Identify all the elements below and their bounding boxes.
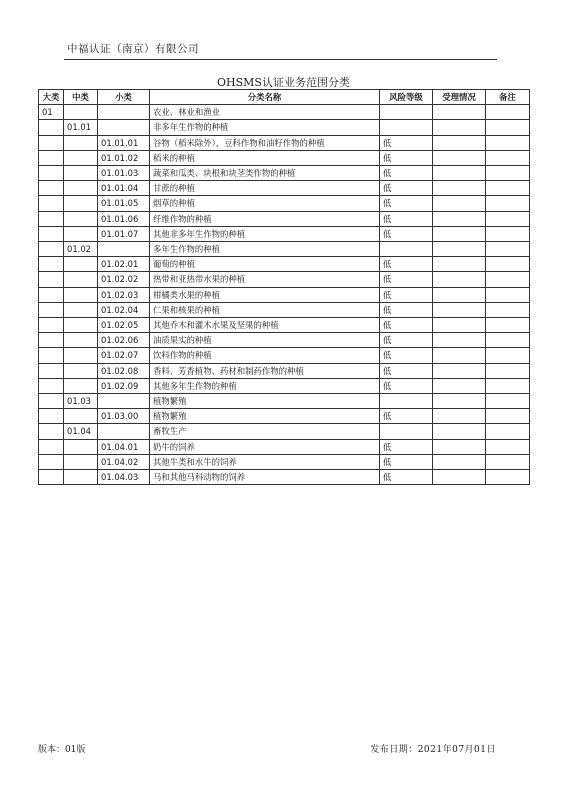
- table-row: [39, 394, 530, 409]
- cell-major: [39, 363, 64, 378]
- cell-acceptance: [433, 409, 486, 424]
- cell-middle: 01.01: [64, 120, 98, 135]
- cell-remarks: [486, 105, 530, 120]
- table-row: [39, 454, 530, 469]
- cell-minor: 01.01.04: [98, 181, 150, 196]
- cell-risk: 低: [380, 135, 433, 150]
- cell-remarks: [486, 394, 530, 409]
- cell-name: 多年生作物的种植: [150, 242, 380, 257]
- cell-middle: [64, 196, 98, 211]
- cell-acceptance: [433, 226, 486, 241]
- cell-name: 甘蔗的种植: [150, 181, 380, 196]
- cell-acceptance: [433, 166, 486, 181]
- table-row: [39, 105, 530, 120]
- cell-major: [39, 150, 64, 165]
- cell-risk: 低: [380, 333, 433, 348]
- cell-name: 植物繁殖: [150, 409, 380, 424]
- table-row: [39, 226, 530, 241]
- cell-minor: 01.02.08: [98, 363, 150, 378]
- header-divider: [64, 59, 497, 60]
- cell-minor: 01.02.03: [98, 287, 150, 302]
- table-row: [39, 439, 530, 454]
- footer-version: 版本：01版: [38, 745, 86, 755]
- column-header-middle: 中类: [64, 90, 98, 105]
- cell-middle: [64, 181, 98, 196]
- cell-minor: 01.02.09: [98, 378, 150, 393]
- cell-acceptance: [433, 196, 486, 211]
- cell-name: 油质果实的种植: [150, 333, 380, 348]
- cell-minor: 01.01.07: [98, 226, 150, 241]
- cell-acceptance: [433, 257, 486, 272]
- cell-risk: 低: [380, 470, 433, 485]
- cell-middle: [64, 135, 98, 150]
- cell-major: [39, 272, 64, 287]
- cell-risk: 低: [380, 348, 433, 363]
- cell-risk: 低: [380, 196, 433, 211]
- cell-acceptance: [433, 150, 486, 165]
- cell-name: 稻米的种植: [150, 150, 380, 165]
- cell-risk: 低: [380, 378, 433, 393]
- cell-risk: [380, 242, 433, 257]
- table-row: [39, 242, 530, 257]
- cell-remarks: [486, 150, 530, 165]
- cell-minor: [98, 424, 150, 439]
- cell-major: [39, 181, 64, 196]
- table-row: [39, 135, 530, 150]
- cell-acceptance: [433, 363, 486, 378]
- cell-remarks: [486, 439, 530, 454]
- cell-acceptance: [433, 424, 486, 439]
- cell-major: [39, 378, 64, 393]
- cell-acceptance: [433, 242, 486, 257]
- cell-major: [39, 287, 64, 302]
- table-row: [39, 333, 530, 348]
- cell-risk: 低: [380, 302, 433, 317]
- cell-middle: [64, 348, 98, 363]
- table-row: [39, 302, 530, 317]
- cell-middle: [64, 105, 98, 120]
- cell-name: 奶牛的饲养: [150, 439, 380, 454]
- cell-acceptance: [433, 211, 486, 226]
- column-header-major: 大类: [39, 90, 64, 105]
- table-row: [39, 196, 530, 211]
- cell-middle: 01.03: [64, 394, 98, 409]
- table-row: [39, 120, 530, 135]
- cell-major: [39, 470, 64, 485]
- cell-minor: [98, 242, 150, 257]
- cell-minor: 01.02.01: [98, 257, 150, 272]
- cell-name: 其他非多年生作物的种植: [150, 226, 380, 241]
- cell-minor: 01.01.06: [98, 211, 150, 226]
- cell-name: 其他乔木和灌木水果及坚果的种植: [150, 318, 380, 333]
- cell-minor: [98, 105, 150, 120]
- cell-middle: [64, 150, 98, 165]
- cell-name: 马和其他马科动物的饲养: [150, 470, 380, 485]
- column-header-remarks: 备注: [486, 90, 530, 105]
- cell-middle: [64, 318, 98, 333]
- cell-minor: 01.01.01: [98, 135, 150, 150]
- cell-middle: [64, 363, 98, 378]
- cell-name: 饮料作物的种植: [150, 348, 380, 363]
- cell-middle: [64, 409, 98, 424]
- cell-risk: 低: [380, 166, 433, 181]
- cell-acceptance: [433, 394, 486, 409]
- cell-name: 香料、芳香植物、药材和制药作物的种植: [150, 363, 380, 378]
- cell-remarks: [486, 378, 530, 393]
- cell-middle: [64, 302, 98, 317]
- cell-remarks: [486, 135, 530, 150]
- cell-risk: 低: [380, 211, 433, 226]
- cell-major: [39, 302, 64, 317]
- cell-major: [39, 348, 64, 363]
- cell-remarks: [486, 409, 530, 424]
- cell-risk: 低: [380, 409, 433, 424]
- table-row: [39, 272, 530, 287]
- cell-name: 植物繁殖: [150, 394, 380, 409]
- cell-remarks: [486, 257, 530, 272]
- cell-major: [39, 166, 64, 181]
- cell-major: [39, 242, 64, 257]
- cell-minor: 01.04.02: [98, 454, 150, 469]
- cell-remarks: [486, 470, 530, 485]
- cell-acceptance: [433, 470, 486, 485]
- cell-remarks: [486, 242, 530, 257]
- table-row: [39, 211, 530, 226]
- cell-minor: 01.01.02: [98, 150, 150, 165]
- cell-remarks: [486, 211, 530, 226]
- column-header-acceptance: 受理情况: [433, 90, 486, 105]
- cell-minor: [98, 120, 150, 135]
- cell-risk: 低: [380, 454, 433, 469]
- cell-acceptance: [433, 120, 486, 135]
- cell-major: [39, 333, 64, 348]
- cell-risk: 低: [380, 287, 433, 302]
- cell-acceptance: [433, 348, 486, 363]
- cell-middle: [64, 226, 98, 241]
- cell-remarks: [486, 181, 530, 196]
- cell-remarks: [486, 318, 530, 333]
- cell-risk: 低: [380, 226, 433, 241]
- cell-remarks: [486, 348, 530, 363]
- table-row: [39, 318, 530, 333]
- cell-name: 其他多年生作物的种植: [150, 378, 380, 393]
- cell-remarks: [486, 454, 530, 469]
- cell-name: 谷物（稻米除外），豆科作物和油籽作物的种植: [150, 135, 380, 150]
- cell-remarks: [486, 166, 530, 181]
- cell-acceptance: [433, 105, 486, 120]
- cell-minor: 01.04.03: [98, 470, 150, 485]
- footer-release-date: 发布日期：2021年07月01日: [370, 745, 496, 755]
- cell-risk: 低: [380, 272, 433, 287]
- table-row: [39, 166, 530, 181]
- cell-remarks: [486, 424, 530, 439]
- cell-minor: 01.02.02: [98, 272, 150, 287]
- column-header-name: 分类名称: [150, 90, 380, 105]
- cell-remarks: [486, 287, 530, 302]
- cell-name: 烟草的种植: [150, 196, 380, 211]
- cell-name: 农业、林业和渔业: [150, 105, 380, 120]
- cell-risk: [380, 394, 433, 409]
- scope-classification-table: [38, 89, 530, 485]
- cell-risk: 低: [380, 363, 433, 378]
- cell-acceptance: [433, 302, 486, 317]
- cell-minor: [98, 394, 150, 409]
- cell-name: 葡萄的种植: [150, 257, 380, 272]
- cell-acceptance: [433, 181, 486, 196]
- cell-middle: [64, 272, 98, 287]
- cell-major: [39, 394, 64, 409]
- cell-minor: 01.02.07: [98, 348, 150, 363]
- cell-acceptance: [433, 333, 486, 348]
- table-row: [39, 287, 530, 302]
- cell-remarks: [486, 272, 530, 287]
- cell-risk: 低: [380, 181, 433, 196]
- cell-remarks: [486, 363, 530, 378]
- cell-acceptance: [433, 454, 486, 469]
- cell-acceptance: [433, 287, 486, 302]
- cell-major: [39, 454, 64, 469]
- cell-major: [39, 120, 64, 135]
- cell-major: [39, 211, 64, 226]
- table-row: [39, 470, 530, 485]
- cell-risk: [380, 424, 433, 439]
- cell-minor: 01.02.04: [98, 302, 150, 317]
- cell-remarks: [486, 302, 530, 317]
- cell-major: [39, 257, 64, 272]
- cell-middle: [64, 470, 98, 485]
- cell-major: [39, 409, 64, 424]
- cell-major: [39, 318, 64, 333]
- column-header-minor: 小类: [98, 90, 150, 105]
- cell-major: [39, 439, 64, 454]
- document-title: OHSMS认证业务范围分类: [217, 76, 350, 89]
- cell-middle: 01.04: [64, 424, 98, 439]
- cell-name: 其他牛类和水牛的饲养: [150, 454, 380, 469]
- cell-minor: 01.02.05: [98, 318, 150, 333]
- cell-remarks: [486, 333, 530, 348]
- cell-name: 蔬菜和瓜类、块根和块茎类作物的种植: [150, 166, 380, 181]
- cell-middle: [64, 211, 98, 226]
- cell-middle: 01.02: [64, 242, 98, 257]
- cell-minor: 01.01.03: [98, 166, 150, 181]
- cell-risk: 低: [380, 257, 433, 272]
- table-row: [39, 257, 530, 272]
- cell-risk: [380, 120, 433, 135]
- cell-name: 热带和亚热带水果的种植: [150, 272, 380, 287]
- cell-acceptance: [433, 378, 486, 393]
- cell-middle: [64, 439, 98, 454]
- table-row: [39, 409, 530, 424]
- table-row: [39, 181, 530, 196]
- cell-major: 01: [39, 105, 64, 120]
- cell-name: 柑橘类水果的种植: [150, 287, 380, 302]
- cell-major: [39, 424, 64, 439]
- cell-major: [39, 135, 64, 150]
- cell-acceptance: [433, 318, 486, 333]
- cell-middle: [64, 287, 98, 302]
- table-row: [39, 363, 530, 378]
- cell-major: [39, 196, 64, 211]
- cell-middle: [64, 454, 98, 469]
- cell-minor: 01.03.00: [98, 409, 150, 424]
- cell-remarks: [486, 226, 530, 241]
- cell-major: [39, 226, 64, 241]
- cell-remarks: [486, 120, 530, 135]
- table-row: [39, 424, 530, 439]
- cell-risk: 低: [380, 150, 433, 165]
- table-row: [39, 348, 530, 363]
- cell-remarks: [486, 196, 530, 211]
- company-name: 中福认证（南京）有限公司: [67, 43, 199, 55]
- cell-risk: 低: [380, 439, 433, 454]
- table-row: [39, 378, 530, 393]
- cell-minor: 01.04.01: [98, 439, 150, 454]
- table-row: [39, 150, 530, 165]
- cell-minor: 01.02.06: [98, 333, 150, 348]
- cell-name: 畜牧生产: [150, 424, 380, 439]
- cell-acceptance: [433, 272, 486, 287]
- cell-acceptance: [433, 135, 486, 150]
- cell-middle: [64, 378, 98, 393]
- cell-name: 仁果和核果的种植: [150, 302, 380, 317]
- cell-middle: [64, 333, 98, 348]
- table-header-row: [39, 90, 530, 105]
- cell-middle: [64, 257, 98, 272]
- cell-name: 纤维作物的种植: [150, 211, 380, 226]
- cell-middle: [64, 166, 98, 181]
- cell-minor: 01.01.05: [98, 196, 150, 211]
- column-header-risk: 风险等级: [380, 90, 433, 105]
- cell-name: 非多年生作物的种植: [150, 120, 380, 135]
- cell-acceptance: [433, 439, 486, 454]
- cell-risk: [380, 105, 433, 120]
- cell-risk: 低: [380, 318, 433, 333]
